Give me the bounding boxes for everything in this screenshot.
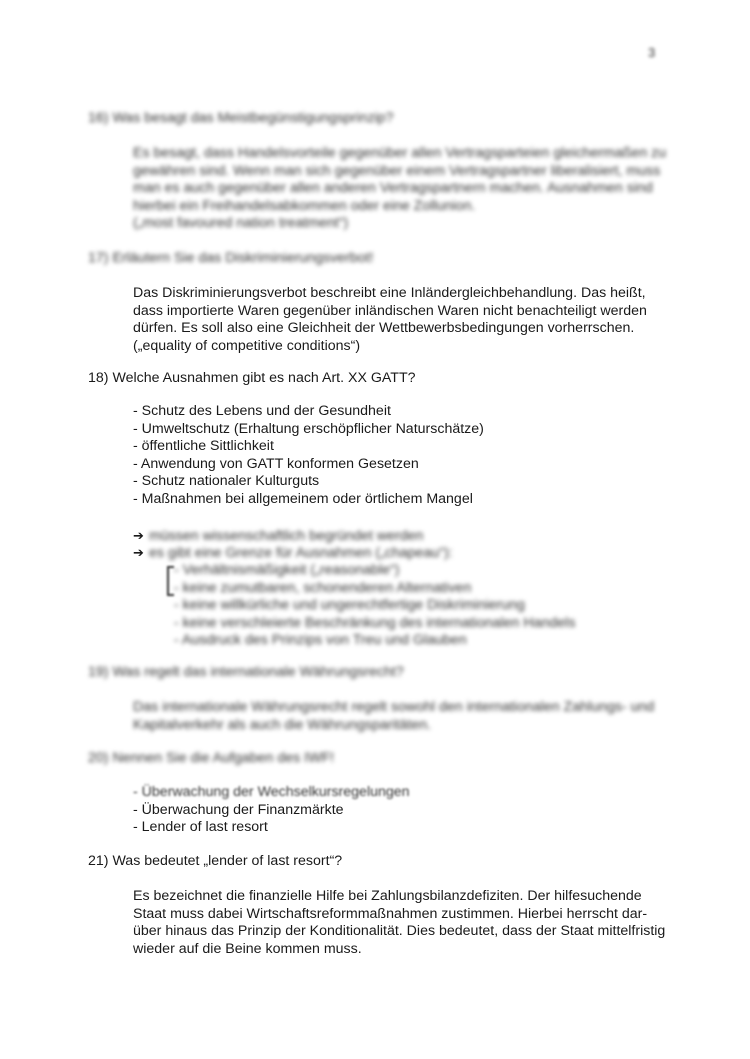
list-item: - Maßnahmen bei allgemeinem oder örtlichem Mangel (133, 490, 473, 507)
sub-list (174, 562, 575, 650)
answer-21-line: Staat muss dabei Wirtschaftsreformmaßnahmen zustimmen. Hierbei herrscht dar- (133, 905, 648, 922)
arrow-item-text: müssen wissenschaftlich begründet werden (149, 528, 424, 544)
answer-21-line: wieder auf die Beine kommen muss. (133, 940, 362, 957)
sub-list-item: - keine verschleierte Beschränkung des internationalen Handels (174, 614, 576, 631)
arrow-item (133, 527, 423, 546)
answer-16-line: („most favoured nation treatment“) (133, 215, 349, 231)
answer-19-line: Kapitalverkehr als auch die Währungsparitäten. (133, 716, 432, 733)
answer-17-line: dürfen. Es soll also eine Gleichheit der Wettbewerbsbedingungen vorherrschen. (133, 320, 635, 336)
arrow-icon: ➔ (133, 528, 144, 543)
answer-16-line: Es besagt, dass Handelsvorteile gegenüber allen Vertragsparteien gleichermaßen zu (133, 145, 667, 161)
list-item: - Überwachung der Finanzmärkte (133, 801, 344, 818)
sub-list-item: - keine willkürliche und ungerechtfertige Diskriminierung (174, 597, 525, 613)
list-item: - Lender of last resort (133, 819, 268, 835)
question-20: 20) Nennen Sie die Aufgaben des IWF! (88, 750, 335, 766)
question-21: 21) Was bedeutet „lender of last resort“? (88, 853, 343, 869)
question-17: 17) Erläutern Sie das Diskriminierungsverbot! (88, 250, 374, 266)
arrow-item-text: es gibt eine Grenze für Ausnahmen („chapeau“): (149, 545, 453, 561)
question-19: 19) Was regelt das internationale Währungsrecht? (88, 664, 404, 680)
list-item: - Anwendung von GATT konformen Gesetzen (133, 455, 419, 472)
answer-21-line: Es bezeichnet die finanzielle Hilfe bei Zahlungsbilanzdefiziten. Der hilfesuchende (133, 888, 642, 904)
question-18: 18) Welche Ausnahmen gibt es nach Art. XX GATT? (88, 370, 416, 386)
question-16: 16) Was besagt das Meistbegünstigungsprinzip? (88, 110, 394, 126)
answer-21-line: über hinaus das Prinzip der Konditionalität. Dies bedeutet, dass der Staat mittelfristig (133, 923, 666, 939)
answer-16-line: hierbei ein Freihandelsabkommen oder eine Zollunion. (133, 197, 476, 214)
imf-tasks-list (133, 784, 410, 837)
answer-17-line: Das Diskriminierungsverbot beschreibt eine Inländergleichbehandlung. Das heißt, (133, 285, 646, 301)
page-number: 3 (648, 45, 656, 60)
answer-21 (133, 888, 713, 958)
answer-17-line: („equality of competitive conditions“) (133, 337, 361, 354)
answer-17-line: dass importierte Waren gegenüber inländischen Waren nicht benachteiligt werden (133, 302, 647, 319)
list-item: - Überwachung der Wechselkursregelungen (133, 784, 410, 800)
answer-16 (133, 145, 708, 233)
sub-list-item: - Verhältnismäßigkeit („reasonable“) (174, 562, 400, 578)
answer-19 (133, 699, 708, 734)
answer-17 (133, 285, 708, 355)
bracket-decoration (167, 566, 174, 596)
exceptions-list (133, 403, 484, 508)
sub-list-item: - keine zumutbaren, schonenderen Alternativen (174, 579, 472, 596)
arrow-item (133, 544, 453, 563)
list-item: - öffentliche Sittlichkeit (133, 438, 274, 454)
list-item: - Umweltschutz (Erhaltung erschöpflicher Naturschätze) (133, 420, 484, 437)
sub-list-item: - Ausdruck des Prinzips von Treu und Glauben (174, 632, 467, 648)
arrow-icon: ➔ (133, 545, 144, 560)
list-item: - Schutz des Lebens und der Gesundheit (133, 403, 391, 419)
list-item: - Schutz nationaler Kulturguts (133, 473, 320, 489)
answer-16-line: gewähren sind. Wenn man sich gegenüber einem Vertragspartner liberalisiert, muss (133, 162, 661, 179)
answer-16-line: man es auch gegenüber allen anderen Vertragspartnern machen. Ausnahmen sind (133, 180, 653, 196)
answer-19-line: Das internationale Währungsrecht regelt sowohl den internationalen Zahlungs- und (133, 699, 655, 715)
